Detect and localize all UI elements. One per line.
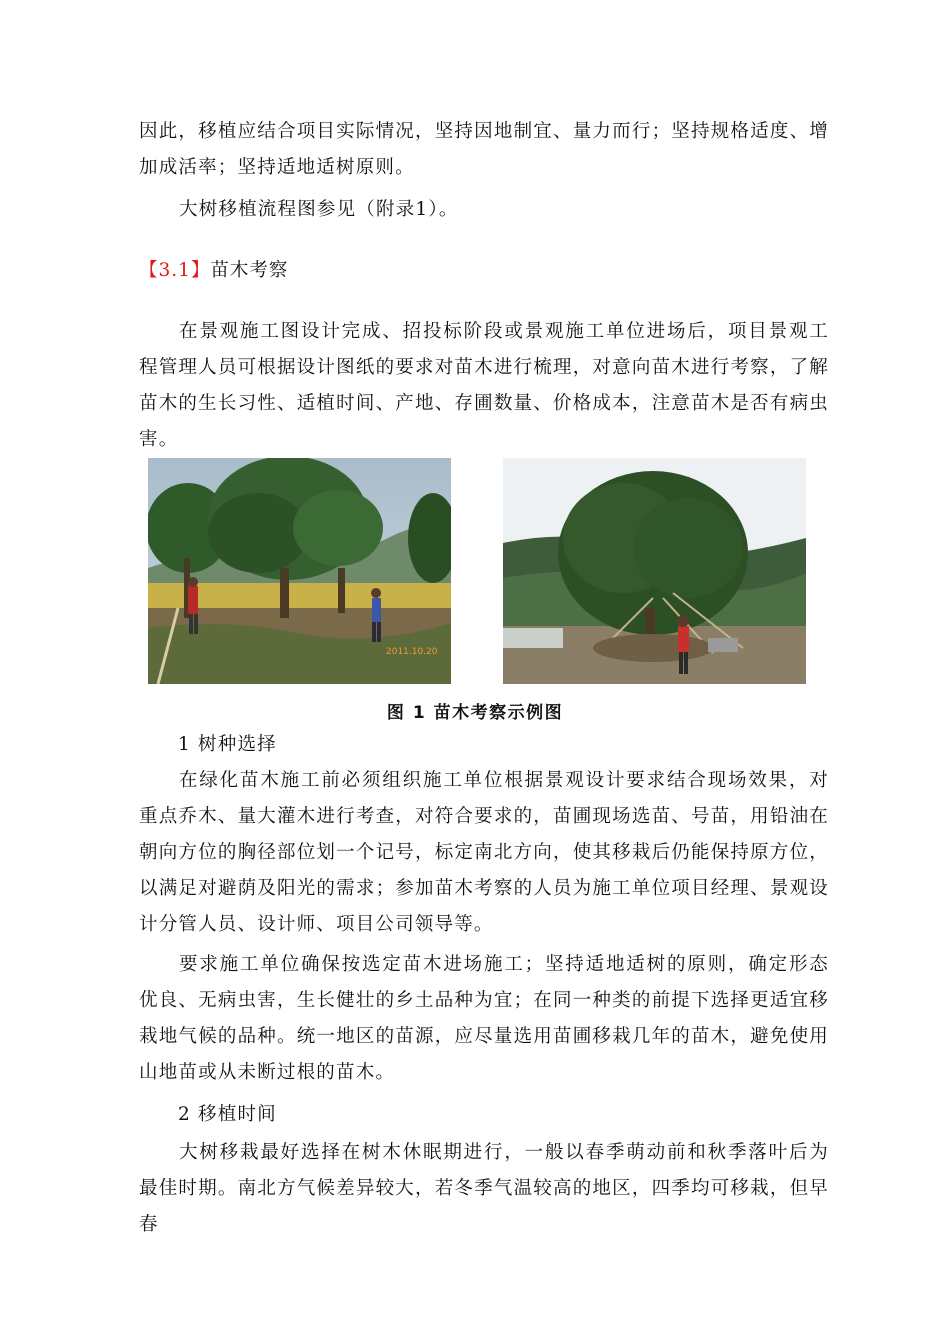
nursery-photo-2	[503, 458, 806, 684]
subsection-2-title: 2 移植时间	[178, 1104, 277, 1125]
nursery-photo-1	[148, 458, 451, 684]
photo-date-stamp: 2011.10.20	[386, 647, 438, 657]
section-body-paragraph: 在景观施工图设计完成、招投标阶段或景观施工单位进场后，项目景观工程管理人员可根据设计图纸的要求对苗木进行梳理，对意向苗木进行考察，了解苗木的生长习性、适植时间、产地、存圃数量、价格成本，注意苗木是否有病虫害。	[139, 321, 829, 450]
subsection-1-paragraph-2: 要求施工单位确保按选定苗木进场施工；坚持适地适树的原则，确定形态优良、无病虫害，生长健壮的乡土品种为宜；在同一种类的前提下选择更适宜移栽地气候的品种。统一地区的苗源，应尽量选用苗圃移栽几年的苗木，避免使用山地苗或从未断过根的苗木。	[139, 954, 829, 1083]
subsection-1-title: 1 树种选择	[178, 734, 277, 755]
section-heading	[139, 253, 288, 289]
subsection-2-paragraph-1: 大树移栽最好选择在树木休眠期进行，一般以春季萌动前和秋季落叶后为最佳时期。南北方气候差异较大，若冬季气温较高的地区，四季均可移栽，但早春	[139, 1142, 829, 1235]
intro-paragraph-1: 因此，移植应结合项目实际情况，坚持因地制宜、量力而行；坚持规格适度、增加成活率；坚持适地适树原则。	[139, 121, 829, 178]
intro-paragraph-2: 大树移植流程图参见（附录1）。	[179, 199, 459, 220]
figure-caption: 图 1 苗木考察示例图	[386, 703, 564, 723]
section-title: 苗木考察	[210, 260, 289, 281]
section-number: 【3.1】	[139, 260, 211, 281]
subsection-1-paragraph-1: 在绿化苗木施工前必须组织施工单位根据景观设计要求结合现场效果，对重点乔木、量大灌木进行考查，对符合要求的，苗圃现场选苗、号苗，用铅油在朝向方位的胸径部位划一个记号，标定南北方向，使其移栽后仍能保持原方位，以满足对避荫及阳光的需求；参加苗木考察的人员为施工单位项目经理、景观设计分管人员、设计师、项目公司领导等。	[139, 770, 829, 935]
